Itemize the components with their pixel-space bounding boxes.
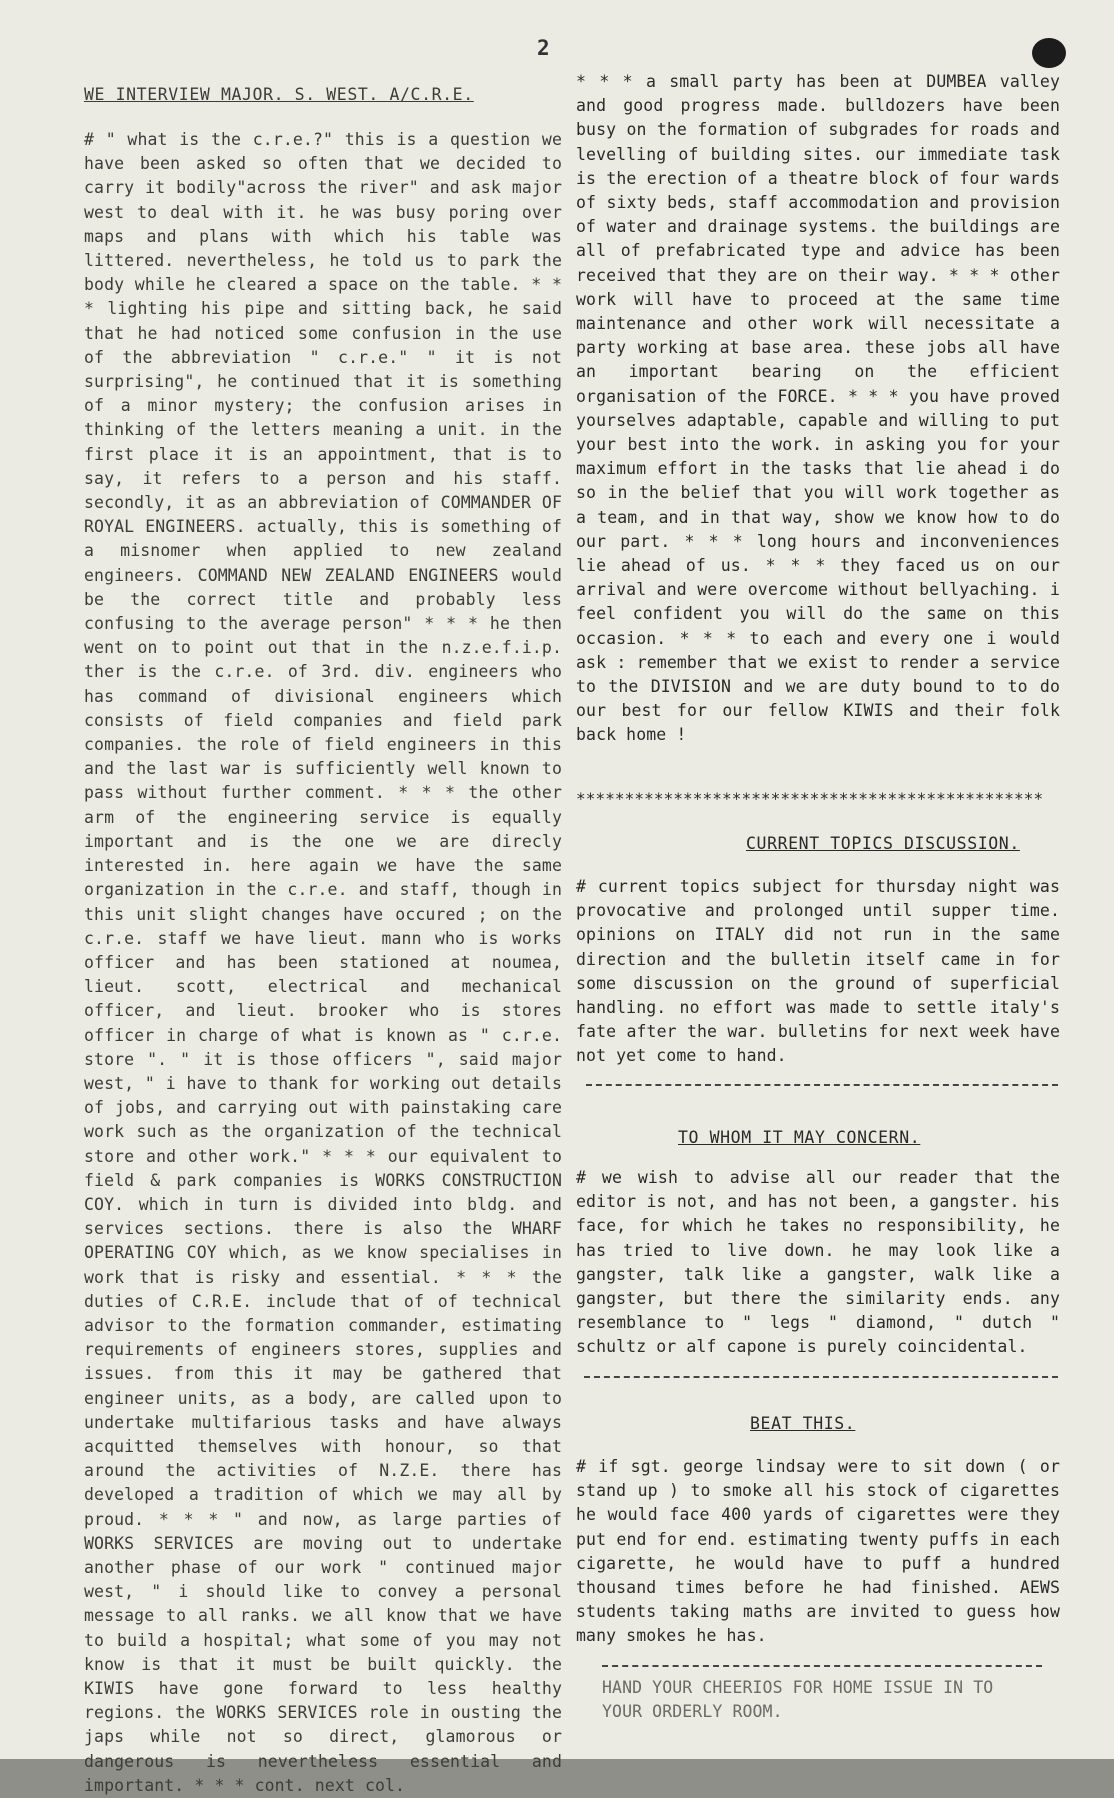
beat-this-heading: BEAT THIS.: [750, 1414, 856, 1433]
section-divider-3: [602, 1665, 1042, 1667]
interview-heading: WE INTERVIEW MAJOR. S. WEST. A/C.R.E.: [84, 85, 474, 104]
current-topics-body: # current topics subject for thursday night was provocative and prolonged until supper time. opinions on ITALY did not run in the same direction and the bulletin itself came in for some discussion on the ground of superficial handling. no effort was made to settle italy's fate after the war. bulletins for next week have not yet come to hand.: [576, 877, 1060, 1066]
footer-notice: HAND YOUR CHEERIOS FOR HOME ISSUE IN TO YOUR ORDERLY ROOM.: [602, 1678, 994, 1722]
beat-this-body: # if sgt. george lindsay were to sit down ( or stand up ) to smoke all his stock of cigarettes he would face 400 yards of cigarettes were they put end for end. estimating twenty puffs in each cigarette, he would have to puff a hundred thousand times before he had finished. AEWS students taking maths are invited to guess how many smokes he has.: [576, 1457, 1060, 1646]
section-divider-1: [586, 1084, 1058, 1086]
current-topics-heading: CURRENT TOPICS DISCUSSION.: [746, 834, 1020, 853]
punch-hole: [1032, 38, 1066, 68]
star-divider: ************************************************: [576, 789, 1044, 808]
to-whom-heading: TO WHOM IT MAY CONCERN.: [678, 1128, 921, 1147]
section-divider-2: [584, 1376, 1058, 1378]
page-number: 2: [537, 36, 550, 60]
interview-body: # " what is the c.r.e.?" this is a question we have been asked so often that we decided to carry it bodily"across the river" and ask major west to deal with it. he was busy poring over maps and plans with which his table was littered. nevertheless, he told us to park the body while he cleared a space on the table. * * * lighting his pipe and sitting back, he said that he had noticed some confusion in the use of the abbreviation " c.r.e." " it is not surprising", he continued that it is something of a minor mystery; the confusion arises in thinking of the letters meaning a unit. in the first place it is an appointment, that is to say, it refers to a person and his staff. secondly, it as an abbreviation of COMMANDER OF ROYAL ENGINEERS. actually, this is something of a misnomer when applied to new zealand engineers. COMMAND NEW ZEALAND ENGINEERS would be the correct title and probably less confusing to the average person" * * * he then went on to point out that in the n.z.e.f.i.p. ther is the c.r.e. of 3rd. div. engineers who has command of divisional engineers which consists of field companies and field park companies. the role of field engineers in this and the last war is sufficiently well known to pass without further comment. * * * the other arm of the engineering service is equally important and is the one we are direcly interested in. here again we have the same organization in the c.r.e. and staff, though in this unit slight changes have occured ; on the c.r.e. staff we have lieut. mann who is works officer and has been stationed at noumea, lieut. scott, electrical and mechanical officer, and lieut. brooker who is stores officer in charge of what is known as " c.r.e. store ". " it is those officers ", said major west, " i have to thank for working out details of jobs, and carrying out with painstaking care work such as the organization of the technical store and other work." * * * our equivalent to field & park companies is WORKS CONSTRUCTION COY. which in turn is divided into bldg. and services sections. there is also the WHARF OPERATING COY which, as we know specialises in work that is risky and essential. * * * the duties of C.R.E. include that of of technical advisor to the formation commander, estimating requirements of engineers stores, supplies and issues. from this it may be gathered that engineer units, as a body, are called upon to undertake multifarious tasks and have always acquitted themselves with honour, so that around the activities of N.Z.E. there has developed a tradition of which we may all by proud. * * * " and now, as large parties of WORKS SERVICES are moving out to undertake another phase of our work " continued major west, " i should like to convey a personal message to all ranks. we all know that we have to build a hospital; what some of you may not know is that it must be built quickly. the KIWIS have gone forward to less healthy regions. the WORKS SERVICES role in ousting the japs while not so direct, glamorous or dangerous is nevertheless essential and important. * * * cont. next col.: [84, 130, 562, 1795]
to-whom-body: # we wish to advise all our reader that the editor is not, and has not been, a gangster. his face, for which he takes no responsibility, he has tried to live down. he may look like a gangster, talk like a gangster, walk like a gangster, but there the similarity ends. any resemblance to " legs " diamond, " dutch " schultz or alf capone is purely coincidental.: [576, 1168, 1060, 1357]
interview-continuation: * * * a small party has been at DUMBEA valley and good progress made. bulldozers have been busy on the formation of subgrades for roads and levelling of building sites. our immediate task is the erection of a theatre block of four wards of sixty beds, staff accommodation and provision of water and drainage systems. the buildings are all of prefabricated type and advice has been received that they are on their way. * * * other work will have to proceed at the same time maintenance and other work will necessitate a party working at base area. these jobs all have an important bearing on the efficient organisation of the FORCE. * * * you have proved yourselves adaptable, capable and willing to put your best into the work. in asking you for your maximum effort in the tasks that lie ahead i do so in the belief that you will work together as a team, and in that way, show we know how to do our part. * * * long hours and inconveniences lie ahead of us. * * * they faced us on our arrival and were overcome without bellyaching. i feel confident you will do the same on this occasion. * * * to each and every one i would ask : remember that we exist to render a service to the DIVISION and we are duty bound to to do our best for our fellow KIWIS and their folk back home !: [576, 72, 1060, 745]
